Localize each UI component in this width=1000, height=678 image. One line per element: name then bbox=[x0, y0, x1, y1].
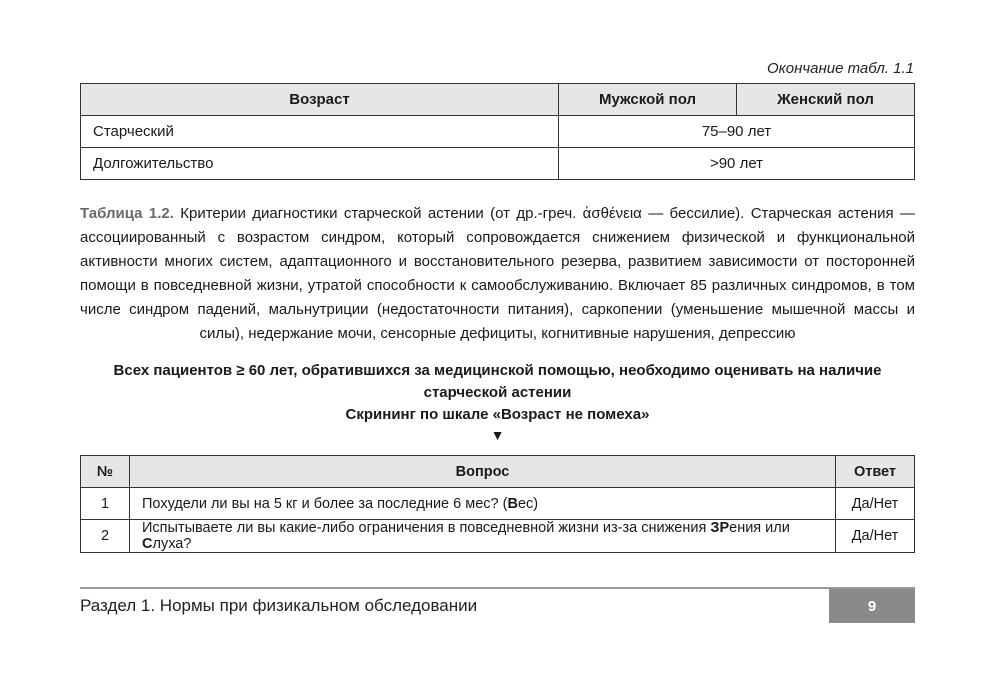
continuation-label: Окончание табл. 1.1 bbox=[767, 60, 914, 77]
age-table bbox=[80, 83, 915, 180]
arrow-down-icon: ▼ bbox=[490, 427, 505, 443]
footer-section-title: Раздел 1. Нормы при физикальном обследовании bbox=[80, 596, 478, 615]
screening-table bbox=[80, 455, 915, 553]
age-range: 75–90 лет bbox=[559, 116, 915, 148]
age-category: Долгожительство bbox=[81, 148, 559, 180]
question-number: 2 bbox=[81, 520, 130, 553]
caption-label: Таблица 1.2. bbox=[80, 205, 174, 222]
page-number: 9 bbox=[829, 589, 915, 623]
table-row bbox=[81, 520, 915, 553]
screening-table-header bbox=[81, 456, 915, 488]
age-category: Старческий bbox=[81, 116, 559, 148]
header-answer: Ответ bbox=[836, 456, 915, 488]
question-part: луха? bbox=[152, 536, 192, 552]
question-part: Похудели ли вы на 5 кг и более за последние 6 мес? ( bbox=[142, 495, 508, 512]
screening-line-1: Всех пациентов ≥ 60 лет, обратившихся за медицинской помощью, необходимо оценивать на наличие bbox=[113, 362, 882, 379]
question-emphasis: С bbox=[142, 536, 153, 552]
screening-line-2: старческой астении bbox=[423, 384, 572, 401]
header-question: Вопрос bbox=[130, 456, 836, 488]
table-row bbox=[81, 148, 915, 180]
header-number: № bbox=[81, 456, 130, 488]
question-part: ения или bbox=[729, 520, 790, 536]
table-row bbox=[81, 488, 915, 520]
question-text bbox=[130, 520, 836, 553]
caption-text: Критерии диагностики старческой астении (от др.-греч. ἀσθένεια — бессилие). Старческая астения — ассоциированный с возрастом синдром, который сопровождается снижением физической и функциональной активности многих систем, адаптационного и восстановительного резерва, развитием зависимости от посторонней помощи в повседневной жизни, утратой способности к самообслуживанию. Включает 85 различных синдромов, в том числе синдром падений, мальнутриции (недостаточности питания), саркопении (уменьшение мышечной массы и силы), недержание мочи, сенсорные дефициты, когнитивные нарушения, депрессию bbox=[80, 205, 915, 342]
table-row bbox=[81, 116, 915, 148]
table-caption bbox=[80, 202, 915, 346]
screening-instruction bbox=[80, 360, 915, 444]
age-table-header bbox=[81, 84, 915, 116]
question-emphasis: В bbox=[507, 495, 518, 512]
question-number: 1 bbox=[81, 488, 130, 520]
answer-options: Да/Нет bbox=[836, 520, 915, 553]
question-emphasis: ЗР bbox=[710, 520, 730, 536]
question-part: ес) bbox=[517, 495, 539, 512]
header-age: Возраст bbox=[81, 84, 559, 116]
footer-divider bbox=[80, 587, 915, 589]
age-range: >90 лет bbox=[559, 148, 915, 180]
header-male: Мужской пол bbox=[559, 84, 737, 116]
question-part: Испытываете ли вы какие-либо ограничения в повседневной жизни из-за снижения bbox=[142, 520, 711, 536]
answer-options: Да/Нет bbox=[836, 488, 915, 520]
question-text bbox=[130, 488, 836, 520]
header-female: Женский пол bbox=[737, 84, 915, 116]
screening-title: Скрининг по шкале «Возраст не помеха» bbox=[345, 406, 650, 423]
